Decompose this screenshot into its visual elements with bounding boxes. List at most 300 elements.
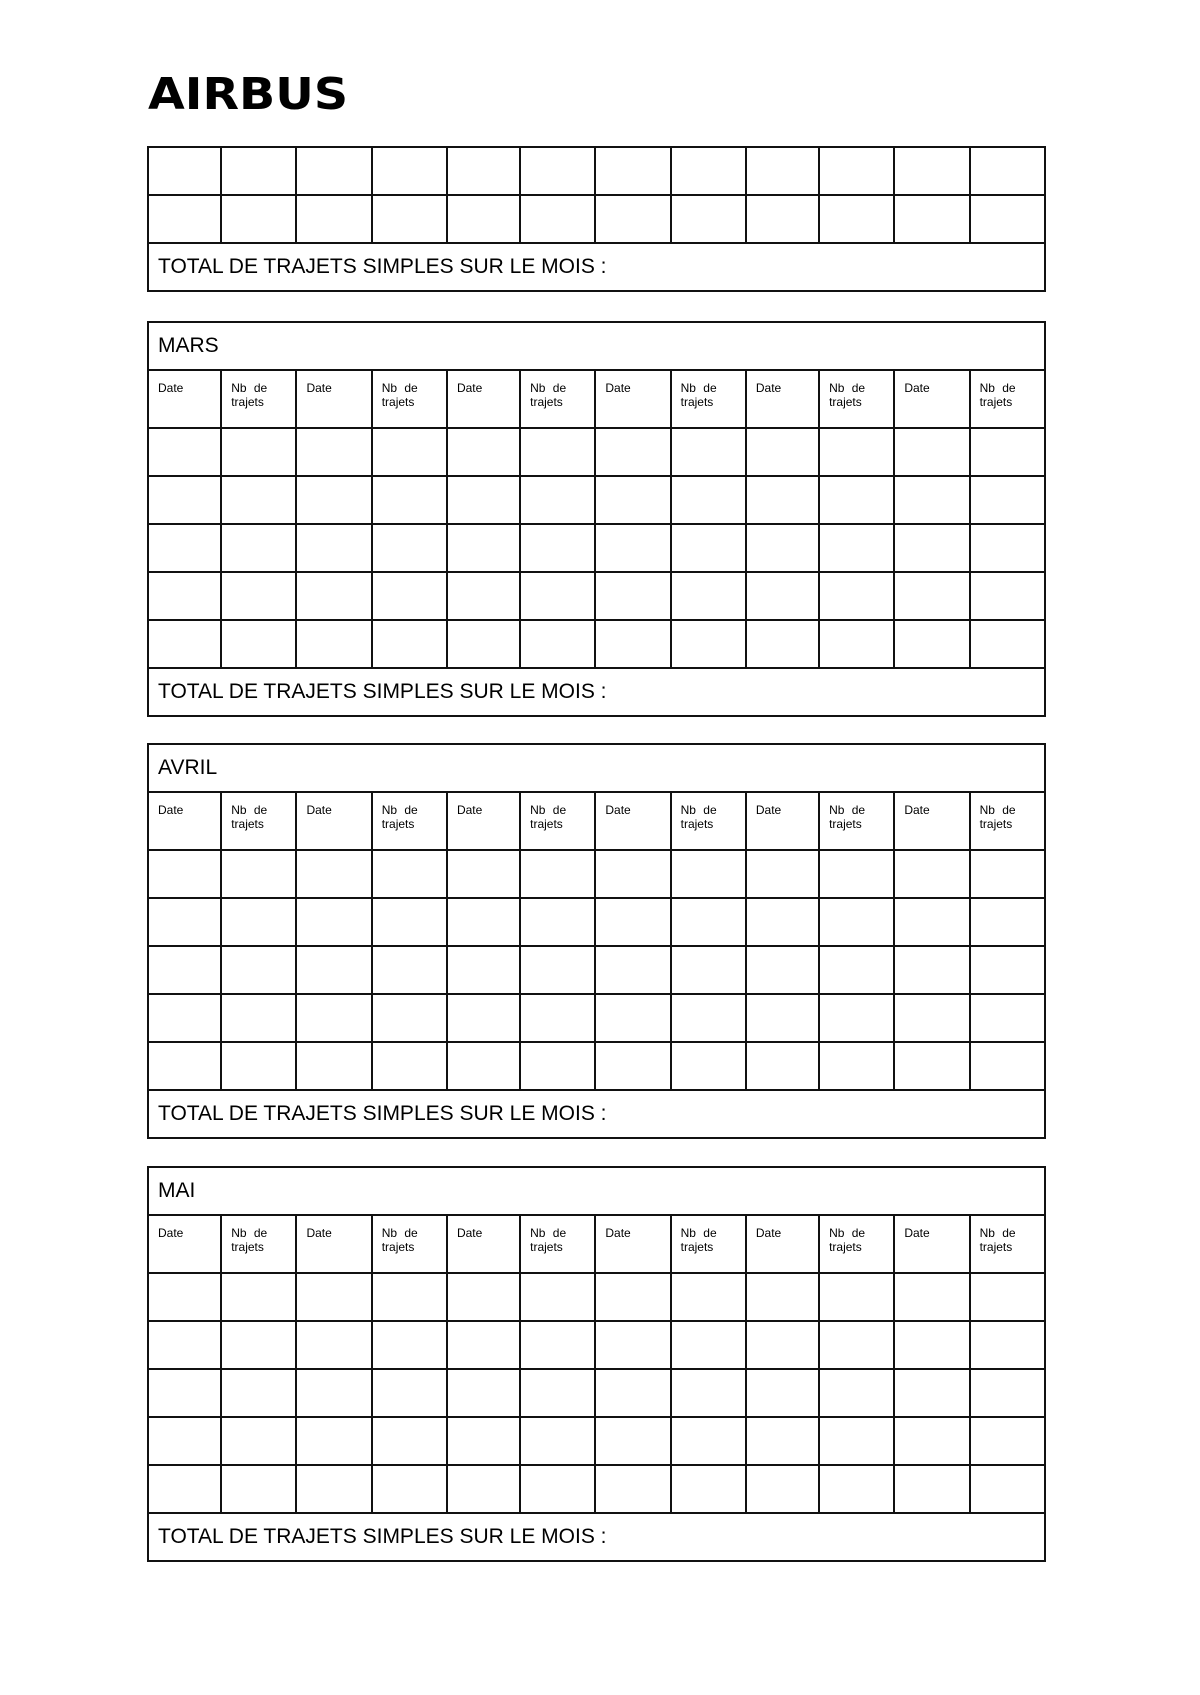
table-row bbox=[148, 572, 1045, 620]
airbus-logo: AIRBUS bbox=[148, 69, 349, 120]
trips-entry-cell[interactable] bbox=[520, 620, 595, 668]
date-entry-cell[interactable] bbox=[447, 898, 520, 946]
date-entry-cell[interactable] bbox=[595, 1369, 670, 1417]
trips-entry-cell[interactable] bbox=[671, 620, 746, 668]
date-entry-cell[interactable] bbox=[148, 1042, 221, 1090]
trips-entry-cell[interactable] bbox=[671, 1273, 746, 1321]
trips-entry-cell[interactable] bbox=[221, 147, 296, 195]
date-entry-cell[interactable] bbox=[447, 572, 520, 620]
date-column-header bbox=[447, 792, 520, 850]
trips-entry-cell[interactable] bbox=[970, 850, 1045, 898]
trips-entry-cell[interactable] bbox=[970, 147, 1045, 195]
trips-entry-cell[interactable] bbox=[671, 428, 746, 476]
date-entry-cell[interactable] bbox=[595, 1321, 670, 1369]
trips-header-label-line2: trajets bbox=[530, 817, 563, 831]
date-entry-cell[interactable] bbox=[447, 524, 520, 572]
trips-entry-cell[interactable] bbox=[671, 1465, 746, 1513]
table-row bbox=[148, 1465, 1045, 1513]
date-header-label: Date bbox=[755, 1226, 782, 1240]
table-row bbox=[148, 1042, 1045, 1090]
trips-entry-cell[interactable] bbox=[520, 946, 595, 994]
date-entry-cell[interactable] bbox=[746, 476, 819, 524]
trips-header-label-line1: Nb de bbox=[530, 381, 567, 395]
trips-header-label-line2: trajets bbox=[530, 395, 563, 409]
date-entry-cell[interactable] bbox=[296, 994, 371, 1042]
date-entry-cell[interactable] bbox=[746, 946, 819, 994]
date-entry-cell[interactable] bbox=[595, 476, 670, 524]
date-entry-cell[interactable] bbox=[894, 1369, 969, 1417]
date-entry-cell[interactable] bbox=[148, 946, 221, 994]
trips-entry-cell[interactable] bbox=[970, 572, 1045, 620]
trips-header-label-line2: trajets bbox=[231, 395, 264, 409]
trips-entry-cell[interactable] bbox=[819, 1369, 894, 1417]
trips-header-label-line1: Nb de bbox=[530, 1226, 567, 1240]
trips-entry-cell[interactable] bbox=[520, 1042, 595, 1090]
date-entry-cell[interactable] bbox=[746, 898, 819, 946]
month-title-row bbox=[148, 744, 1045, 792]
trips-header-label-line2: trajets bbox=[381, 817, 415, 831]
trips-column-header bbox=[970, 370, 1045, 428]
date-header-label: Date bbox=[456, 803, 483, 817]
trips-entry-cell[interactable] bbox=[372, 850, 447, 898]
date-entry-cell[interactable] bbox=[148, 1465, 221, 1513]
date-column-header bbox=[296, 1215, 371, 1273]
trips-entry-cell[interactable] bbox=[372, 195, 447, 243]
date-entry-cell[interactable] bbox=[595, 428, 670, 476]
date-header-label: Date bbox=[158, 1226, 184, 1240]
trips-entry-cell[interactable] bbox=[970, 1465, 1045, 1513]
trips-entry-cell[interactable] bbox=[372, 476, 447, 524]
date-entry-cell[interactable] bbox=[746, 1369, 819, 1417]
trips-entry-cell[interactable] bbox=[671, 850, 746, 898]
month-title: MARS bbox=[148, 322, 1045, 370]
date-entry-cell[interactable] bbox=[148, 476, 221, 524]
date-entry-cell[interactable] bbox=[894, 850, 969, 898]
date-entry-cell[interactable] bbox=[746, 524, 819, 572]
trips-column-header bbox=[970, 1215, 1045, 1273]
trips-header-label-line2: trajets bbox=[979, 1240, 1013, 1254]
date-entry-cell[interactable] bbox=[296, 1321, 371, 1369]
date-column-header bbox=[894, 1215, 969, 1273]
total-row bbox=[148, 668, 1045, 716]
trips-entry-cell[interactable] bbox=[819, 195, 894, 243]
trips-entry-cell[interactable] bbox=[970, 1042, 1045, 1090]
trips-entry-cell[interactable] bbox=[221, 1042, 296, 1090]
date-column-header bbox=[447, 370, 520, 428]
date-header-label: Date bbox=[605, 803, 631, 817]
trips-entry-cell[interactable] bbox=[671, 147, 746, 195]
date-entry-cell[interactable] bbox=[595, 1417, 670, 1465]
trips-entry-cell[interactable] bbox=[671, 524, 746, 572]
trips-header-label-line1: Nb de bbox=[381, 381, 418, 395]
date-entry-cell[interactable] bbox=[148, 1417, 221, 1465]
trips-header-label-line2: trajets bbox=[530, 1240, 563, 1254]
date-entry-cell[interactable] bbox=[746, 147, 819, 195]
trips-entry-cell[interactable] bbox=[970, 620, 1045, 668]
trips-entry-cell[interactable] bbox=[970, 476, 1045, 524]
trips-entry-cell[interactable] bbox=[520, 428, 595, 476]
date-entry-cell[interactable] bbox=[746, 195, 819, 243]
month-title: MAI bbox=[148, 1167, 1045, 1215]
date-entry-cell[interactable] bbox=[296, 850, 371, 898]
date-entry-cell[interactable] bbox=[595, 572, 670, 620]
trips-column-header bbox=[372, 1215, 447, 1273]
date-entry-cell[interactable] bbox=[894, 620, 969, 668]
trips-header-label-line2: trajets bbox=[829, 395, 862, 409]
date-entry-cell[interactable] bbox=[746, 1042, 819, 1090]
date-entry-cell[interactable] bbox=[296, 946, 371, 994]
trips-entry-cell[interactable] bbox=[372, 1465, 447, 1513]
trips-entry-cell[interactable] bbox=[520, 476, 595, 524]
date-entry-cell[interactable] bbox=[296, 1042, 371, 1090]
month-title: AVRIL bbox=[148, 744, 1045, 792]
date-entry-cell[interactable] bbox=[148, 1273, 221, 1321]
date-entry-cell[interactable] bbox=[746, 994, 819, 1042]
trips-header-label-line1: Nb de bbox=[829, 1226, 866, 1240]
date-entry-cell[interactable] bbox=[148, 1321, 221, 1369]
date-entry-cell[interactable] bbox=[296, 195, 371, 243]
date-column-header bbox=[894, 792, 969, 850]
date-entry-cell[interactable] bbox=[296, 572, 371, 620]
trips-entry-cell[interactable] bbox=[671, 898, 746, 946]
date-entry-cell[interactable] bbox=[447, 1417, 520, 1465]
date-entry-cell[interactable] bbox=[894, 147, 969, 195]
date-entry-cell[interactable] bbox=[148, 1369, 221, 1417]
trips-entry-cell[interactable] bbox=[671, 1417, 746, 1465]
trips-entry-cell[interactable] bbox=[221, 620, 296, 668]
trips-entry-cell[interactable] bbox=[819, 147, 894, 195]
trips-entry-cell[interactable] bbox=[819, 1042, 894, 1090]
trips-entry-cell[interactable] bbox=[970, 1369, 1045, 1417]
date-entry-cell[interactable] bbox=[447, 1369, 520, 1417]
trips-entry-cell[interactable] bbox=[372, 572, 447, 620]
trips-entry-cell[interactable] bbox=[819, 476, 894, 524]
date-header-label: Date bbox=[904, 1226, 930, 1240]
date-entry-cell[interactable] bbox=[894, 572, 969, 620]
trips-entry-cell[interactable] bbox=[520, 850, 595, 898]
trips-entry-cell[interactable] bbox=[221, 1417, 296, 1465]
trips-entry-cell[interactable] bbox=[671, 1321, 746, 1369]
table-row bbox=[148, 524, 1045, 572]
trips-entry-cell[interactable] bbox=[671, 994, 746, 1042]
date-entry-cell[interactable] bbox=[894, 1321, 969, 1369]
date-entry-cell[interactable] bbox=[296, 620, 371, 668]
trips-entry-cell[interactable] bbox=[520, 1369, 595, 1417]
trips-entry-cell[interactable] bbox=[372, 524, 447, 572]
date-entry-cell[interactable] bbox=[894, 1465, 969, 1513]
trips-entry-cell[interactable] bbox=[221, 1273, 296, 1321]
date-column-header bbox=[595, 792, 670, 850]
trips-entry-cell[interactable] bbox=[372, 147, 447, 195]
trips-entry-cell[interactable] bbox=[221, 994, 296, 1042]
column-header-row bbox=[148, 370, 1045, 428]
date-entry-cell[interactable] bbox=[447, 620, 520, 668]
date-entry-cell[interactable] bbox=[894, 946, 969, 994]
date-entry-cell[interactable] bbox=[296, 1465, 371, 1513]
trips-entry-cell[interactable] bbox=[970, 898, 1045, 946]
date-entry-cell[interactable] bbox=[447, 1321, 520, 1369]
trips-entry-cell[interactable] bbox=[819, 946, 894, 994]
trips-header-label-line2: trajets bbox=[829, 1240, 862, 1254]
trips-entry-cell[interactable] bbox=[819, 994, 894, 1042]
column-header-row bbox=[148, 1215, 1045, 1273]
trips-entry-cell[interactable] bbox=[520, 994, 595, 1042]
trips-entry-cell[interactable] bbox=[221, 195, 296, 243]
date-header-label: Date bbox=[306, 381, 332, 395]
trips-header-label-line1: Nb de bbox=[979, 803, 1016, 817]
date-entry-cell[interactable] bbox=[296, 1417, 371, 1465]
trips-header-label-line2: trajets bbox=[680, 817, 714, 831]
table-row bbox=[148, 898, 1045, 946]
trips-entry-cell[interactable] bbox=[221, 572, 296, 620]
trips-entry-cell[interactable] bbox=[970, 1417, 1045, 1465]
date-entry-cell[interactable] bbox=[447, 850, 520, 898]
trips-entry-cell[interactable] bbox=[819, 1321, 894, 1369]
trips-header-label-line2: trajets bbox=[680, 395, 714, 409]
trips-header-label-line1: Nb de bbox=[979, 1226, 1016, 1240]
trips-entry-cell[interactable] bbox=[970, 1273, 1045, 1321]
trips-header-label-line2: trajets bbox=[680, 1240, 714, 1254]
trips-entry-cell[interactable] bbox=[372, 428, 447, 476]
trips-entry-cell[interactable] bbox=[221, 476, 296, 524]
date-entry-cell[interactable] bbox=[746, 850, 819, 898]
date-entry-cell[interactable] bbox=[447, 946, 520, 994]
date-entry-cell[interactable] bbox=[447, 994, 520, 1042]
trips-entry-cell[interactable] bbox=[671, 476, 746, 524]
trips-column-header bbox=[970, 792, 1045, 850]
trips-entry-cell[interactable] bbox=[372, 1369, 447, 1417]
date-entry-cell[interactable] bbox=[595, 620, 670, 668]
trips-entry-cell[interactable] bbox=[221, 946, 296, 994]
trips-header-label-line2: trajets bbox=[829, 817, 862, 831]
date-entry-cell[interactable] bbox=[746, 1465, 819, 1513]
date-entry-cell[interactable] bbox=[746, 1321, 819, 1369]
date-entry-cell[interactable] bbox=[894, 524, 969, 572]
date-entry-cell[interactable] bbox=[595, 524, 670, 572]
trips-entry-cell[interactable] bbox=[372, 994, 447, 1042]
trips-entry-cell[interactable] bbox=[372, 946, 447, 994]
trips-entry-cell[interactable] bbox=[819, 524, 894, 572]
trips-entry-cell[interactable] bbox=[221, 1465, 296, 1513]
date-entry-cell[interactable] bbox=[148, 524, 221, 572]
trips-entry-cell[interactable] bbox=[819, 620, 894, 668]
trips-entry-cell[interactable] bbox=[520, 1417, 595, 1465]
date-entry-cell[interactable] bbox=[148, 850, 221, 898]
trips-entry-cell[interactable] bbox=[819, 1273, 894, 1321]
date-entry-cell[interactable] bbox=[595, 147, 670, 195]
trips-header-label-line1: Nb de bbox=[381, 803, 418, 817]
table-row bbox=[148, 428, 1045, 476]
date-entry-cell[interactable] bbox=[746, 1417, 819, 1465]
date-entry-cell[interactable] bbox=[148, 147, 221, 195]
trips-header-label-line2: trajets bbox=[231, 1240, 264, 1254]
trips-entry-cell[interactable] bbox=[520, 147, 595, 195]
date-entry-cell[interactable] bbox=[595, 946, 670, 994]
trips-header-label-line1: Nb de bbox=[680, 803, 717, 817]
date-entry-cell[interactable] bbox=[148, 572, 221, 620]
date-entry-cell[interactable] bbox=[894, 428, 969, 476]
total-label[interactable]: TOTAL DE TRAJETS SIMPLES SUR LE MOIS : bbox=[148, 1090, 1045, 1138]
date-entry-cell[interactable] bbox=[447, 1042, 520, 1090]
trips-header-label-line1: Nb de bbox=[829, 803, 866, 817]
date-entry-cell[interactable] bbox=[296, 1273, 371, 1321]
date-column-header bbox=[746, 370, 819, 428]
trips-entry-cell[interactable] bbox=[819, 572, 894, 620]
trips-entry-cell[interactable] bbox=[819, 850, 894, 898]
trips-entry-cell[interactable] bbox=[520, 1465, 595, 1513]
trips-entry-cell[interactable] bbox=[221, 1369, 296, 1417]
date-entry-cell[interactable] bbox=[595, 195, 670, 243]
table-row bbox=[148, 195, 1045, 243]
date-column-header bbox=[595, 370, 670, 428]
trips-column-header bbox=[520, 370, 595, 428]
month-table-mars bbox=[147, 321, 1046, 717]
date-entry-cell[interactable] bbox=[148, 620, 221, 668]
trips-entry-cell[interactable] bbox=[671, 1369, 746, 1417]
trips-entry-cell[interactable] bbox=[520, 898, 595, 946]
date-entry-cell[interactable] bbox=[447, 147, 520, 195]
date-entry-cell[interactable] bbox=[148, 428, 221, 476]
date-column-header bbox=[148, 370, 221, 428]
date-entry-cell[interactable] bbox=[595, 994, 670, 1042]
table-row bbox=[148, 850, 1045, 898]
date-entry-cell[interactable] bbox=[595, 1273, 670, 1321]
trips-column-header bbox=[372, 792, 447, 850]
date-column-header bbox=[296, 792, 371, 850]
trips-entry-cell[interactable] bbox=[372, 1321, 447, 1369]
date-column-header bbox=[595, 1215, 670, 1273]
trips-header-label-line2: trajets bbox=[979, 817, 1013, 831]
trips-column-header bbox=[221, 792, 296, 850]
date-entry-cell[interactable] bbox=[447, 195, 520, 243]
trips-entry-cell[interactable] bbox=[671, 946, 746, 994]
date-entry-cell[interactable] bbox=[746, 572, 819, 620]
date-entry-cell[interactable] bbox=[894, 1042, 969, 1090]
total-label[interactable]: TOTAL DE TRAJETS SIMPLES SUR LE MOIS : bbox=[148, 243, 1045, 291]
month-table-mai bbox=[147, 1166, 1046, 1562]
trips-entry-cell[interactable] bbox=[372, 620, 447, 668]
table-row bbox=[148, 1417, 1045, 1465]
table-row bbox=[148, 946, 1045, 994]
trips-entry-cell[interactable] bbox=[819, 428, 894, 476]
trips-header-label-line1: Nb de bbox=[979, 381, 1016, 395]
date-header-label: Date bbox=[456, 1226, 483, 1240]
trips-entry-cell[interactable] bbox=[221, 1321, 296, 1369]
trips-header-label-line2: trajets bbox=[381, 1240, 415, 1254]
trips-entry-cell[interactable] bbox=[221, 898, 296, 946]
trips-header-label-line1: Nb de bbox=[231, 381, 268, 395]
trips-entry-cell[interactable] bbox=[520, 1273, 595, 1321]
trips-entry-cell[interactable] bbox=[970, 994, 1045, 1042]
trips-entry-cell[interactable] bbox=[970, 946, 1045, 994]
trips-column-header bbox=[520, 792, 595, 850]
date-entry-cell[interactable] bbox=[296, 476, 371, 524]
date-entry-cell[interactable] bbox=[447, 476, 520, 524]
trips-entry-cell[interactable] bbox=[671, 195, 746, 243]
trips-header-label-line1: Nb de bbox=[381, 1226, 418, 1240]
trips-entry-cell[interactable] bbox=[970, 428, 1045, 476]
trips-column-header bbox=[671, 1215, 746, 1273]
date-entry-cell[interactable] bbox=[894, 1273, 969, 1321]
trips-entry-cell[interactable] bbox=[970, 195, 1045, 243]
trips-column-header bbox=[819, 792, 894, 850]
trips-entry-cell[interactable] bbox=[372, 1042, 447, 1090]
date-entry-cell[interactable] bbox=[447, 1465, 520, 1513]
trips-entry-cell[interactable] bbox=[671, 1042, 746, 1090]
trips-column-header bbox=[221, 1215, 296, 1273]
date-entry-cell[interactable] bbox=[894, 994, 969, 1042]
date-entry-cell[interactable] bbox=[296, 428, 371, 476]
date-column-header bbox=[746, 792, 819, 850]
table-row bbox=[148, 1369, 1045, 1417]
month-title-row bbox=[148, 1167, 1045, 1215]
date-entry-cell[interactable] bbox=[148, 195, 221, 243]
trips-column-header bbox=[819, 1215, 894, 1273]
trips-column-header bbox=[520, 1215, 595, 1273]
date-entry-cell[interactable] bbox=[595, 1465, 670, 1513]
trips-entry-cell[interactable] bbox=[221, 524, 296, 572]
trips-entry-cell[interactable] bbox=[221, 850, 296, 898]
trips-entry-cell[interactable] bbox=[372, 898, 447, 946]
trips-entry-cell[interactable] bbox=[819, 1465, 894, 1513]
total-label[interactable]: TOTAL DE TRAJETS SIMPLES SUR LE MOIS : bbox=[148, 1513, 1045, 1561]
date-entry-cell[interactable] bbox=[595, 898, 670, 946]
date-header-label: Date bbox=[158, 381, 184, 395]
table-row bbox=[148, 476, 1045, 524]
date-entry-cell[interactable] bbox=[746, 1273, 819, 1321]
trips-entry-cell[interactable] bbox=[671, 572, 746, 620]
trips-entry-cell[interactable] bbox=[221, 428, 296, 476]
date-entry-cell[interactable] bbox=[447, 1273, 520, 1321]
date-entry-cell[interactable] bbox=[746, 620, 819, 668]
trips-entry-cell[interactable] bbox=[372, 1417, 447, 1465]
table-row bbox=[148, 620, 1045, 668]
trips-entry-cell[interactable] bbox=[819, 1417, 894, 1465]
date-entry-cell[interactable] bbox=[296, 1369, 371, 1417]
date-header-label: Date bbox=[158, 803, 184, 817]
date-entry-cell[interactable] bbox=[746, 428, 819, 476]
date-entry-cell[interactable] bbox=[894, 898, 969, 946]
trips-entry-cell[interactable] bbox=[970, 524, 1045, 572]
date-entry-cell[interactable] bbox=[296, 524, 371, 572]
trips-entry-cell[interactable] bbox=[520, 195, 595, 243]
trips-column-header bbox=[819, 370, 894, 428]
date-entry-cell[interactable] bbox=[447, 428, 520, 476]
date-column-header bbox=[746, 1215, 819, 1273]
date-column-header bbox=[148, 1215, 221, 1273]
trips-entry-cell[interactable] bbox=[819, 898, 894, 946]
date-entry-cell[interactable] bbox=[296, 147, 371, 195]
trips-entry-cell[interactable] bbox=[520, 572, 595, 620]
trips-entry-cell[interactable] bbox=[520, 1321, 595, 1369]
date-entry-cell[interactable] bbox=[595, 850, 670, 898]
trips-header-label-line1: Nb de bbox=[231, 803, 268, 817]
date-header-label: Date bbox=[755, 381, 782, 395]
date-entry-cell[interactable] bbox=[148, 898, 221, 946]
date-entry-cell[interactable] bbox=[894, 476, 969, 524]
date-entry-cell[interactable] bbox=[595, 1042, 670, 1090]
date-entry-cell[interactable] bbox=[894, 195, 969, 243]
trips-column-header bbox=[671, 370, 746, 428]
date-entry-cell[interactable] bbox=[148, 994, 221, 1042]
total-row bbox=[148, 1090, 1045, 1138]
trips-entry-cell[interactable] bbox=[372, 1273, 447, 1321]
total-label[interactable]: TOTAL DE TRAJETS SIMPLES SUR LE MOIS : bbox=[148, 668, 1045, 716]
date-entry-cell[interactable] bbox=[296, 898, 371, 946]
date-entry-cell[interactable] bbox=[894, 1417, 969, 1465]
trips-entry-cell[interactable] bbox=[970, 1321, 1045, 1369]
trips-entry-cell[interactable] bbox=[520, 524, 595, 572]
